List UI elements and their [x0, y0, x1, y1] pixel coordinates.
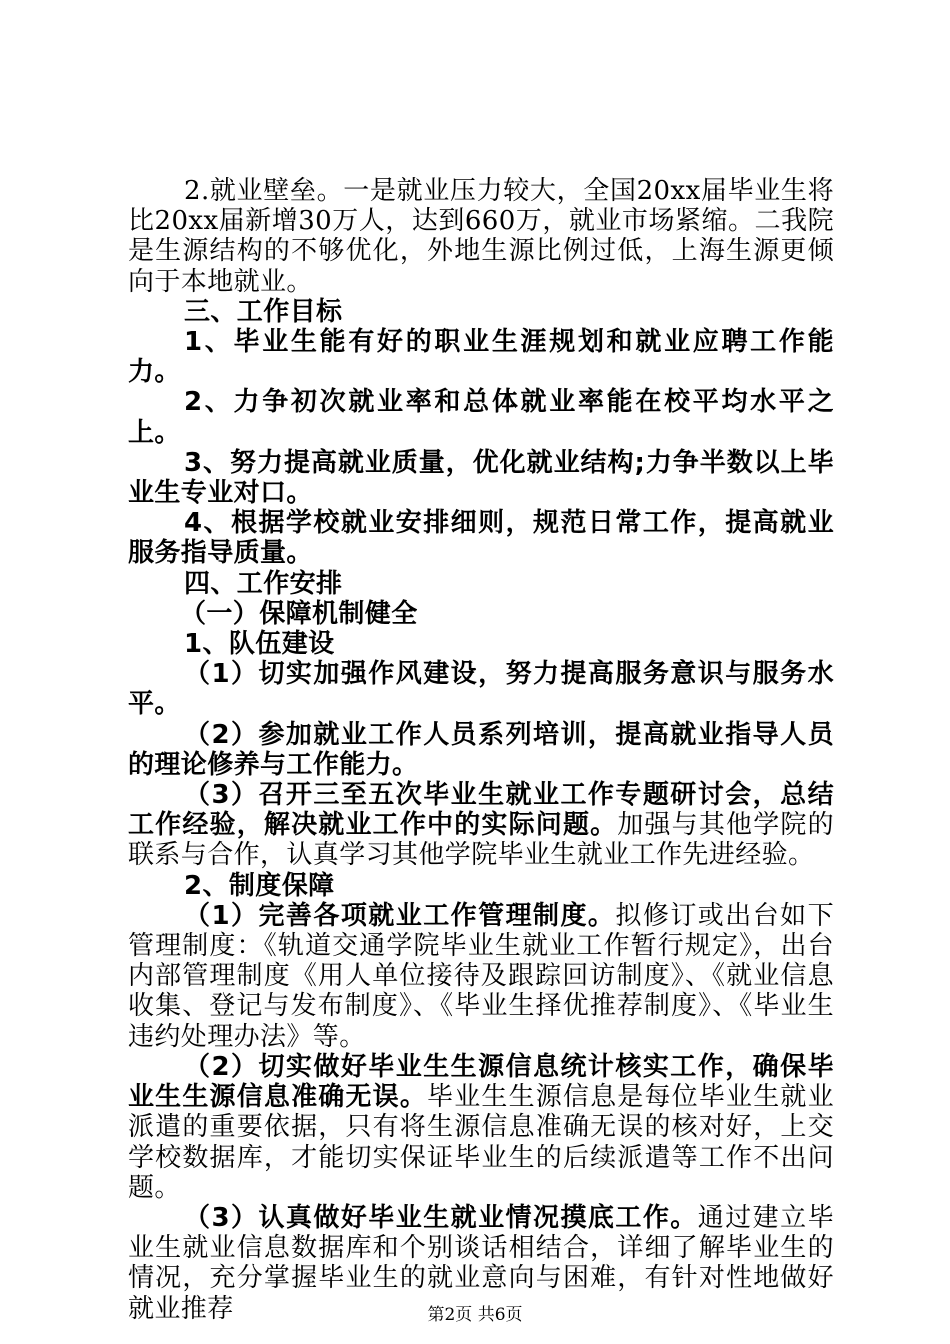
item-text: 拟修订或出台如下管理制度：《轨道交通学院毕业生就业工作暂行规定》，出台内部管理制度《用人单位接待及跟踪回访制度》、《就业信息收集、登记与发布制度》、《毕业生择优推荐制度》、《毕业生违约处理办法》等。	[128, 900, 835, 1052]
goal-item-1	[128, 327, 834, 387]
item-bold-text: （1）完善各项就业工作管理制度。	[184, 900, 616, 931]
goal-text: 1、毕业生能有好的职业生涯规划和就业应聘工作能力。	[128, 327, 834, 388]
heading-text: 三、工作目标	[184, 296, 343, 327]
subheading-text: 2、制度保障	[184, 870, 335, 901]
page-number-label: 第2页 共6页	[427, 1305, 523, 1325]
item-bold-text: （2）切实做好毕业生生源信息统计核实工作，确保毕业生生源信息准确无误。	[128, 1051, 834, 1113]
item-bold-text: （3）召开三至五次毕业生就业工作专题研讨会，总结工作经验，解决就业工作中的实际问题。	[128, 780, 834, 841]
heading-work-goals	[128, 297, 834, 327]
document-body	[128, 176, 834, 1324]
heading-text: 四、工作安排	[184, 568, 343, 599]
item-text: （1）切实加强作风建设，努力提高服务意识与服务水平。	[128, 659, 834, 720]
team-item-1	[128, 659, 834, 719]
paragraph-employment-barriers	[128, 176, 834, 297]
subheading-text: （一）保障机制健全	[180, 598, 418, 629]
heading-work-arrangement	[128, 569, 834, 599]
team-item-2	[128, 720, 834, 780]
subheading-guarantee-mechanism	[128, 599, 834, 629]
item-text: 通过建立毕业生就业信息数据库和个别谈话相结合，详细了解毕业生的情况，充分掌握毕业生的就业意向与困难，有针对性地做好就业推荐	[128, 1202, 834, 1324]
goal-text: 2、力争初次就业率和总体就业率能在校平均水平之上。	[128, 387, 834, 448]
goal-item-4	[128, 508, 834, 568]
system-item-2	[128, 1052, 834, 1203]
item-text: （2）参加就业工作人员系列培训，提高就业指导人员的理论修养与工作能力。	[128, 719, 834, 780]
subheading-text: 1、队伍建设	[184, 629, 335, 660]
item-bold-text: （3）认真做好毕业生就业情况摸底工作。	[184, 1202, 698, 1233]
goal-item-2	[128, 387, 834, 447]
item-text: 加强与其他学院的联系与合作，认真学习其他学院毕业生就业工作先进经验。	[128, 810, 834, 871]
subheading-system-guarantee	[128, 871, 834, 901]
paragraph-text: 2.就业壁垒。一是就业压力较大，全国20xx届毕业生将比20xx届新增30万人，达到660万，就业市场紧缩。二我院是生源结构的不够优化，外地生源比例过低，上海生源更倾向于本地就业。	[128, 176, 834, 297]
goal-item-3	[128, 448, 834, 508]
item-text: 毕业生生源信息是每位毕业生就业派遣的重要依据，只有将生源信息准确无误的核对好，上交学校数据库，才能切实保证毕业生的后续派遣等工作不出问题。	[128, 1082, 834, 1203]
goal-text: 4、根据学校就业安排细则，规范日常工作，提高就业服务指导质量。	[128, 508, 834, 569]
page-footer	[0, 1300, 950, 1325]
team-item-3	[128, 780, 834, 871]
system-item-1	[128, 901, 834, 1052]
goal-text: 3、努力提高就业质量，优化就业结构;力争半数以上毕业生专业对口。	[128, 447, 834, 509]
subheading-team-building	[128, 629, 834, 659]
